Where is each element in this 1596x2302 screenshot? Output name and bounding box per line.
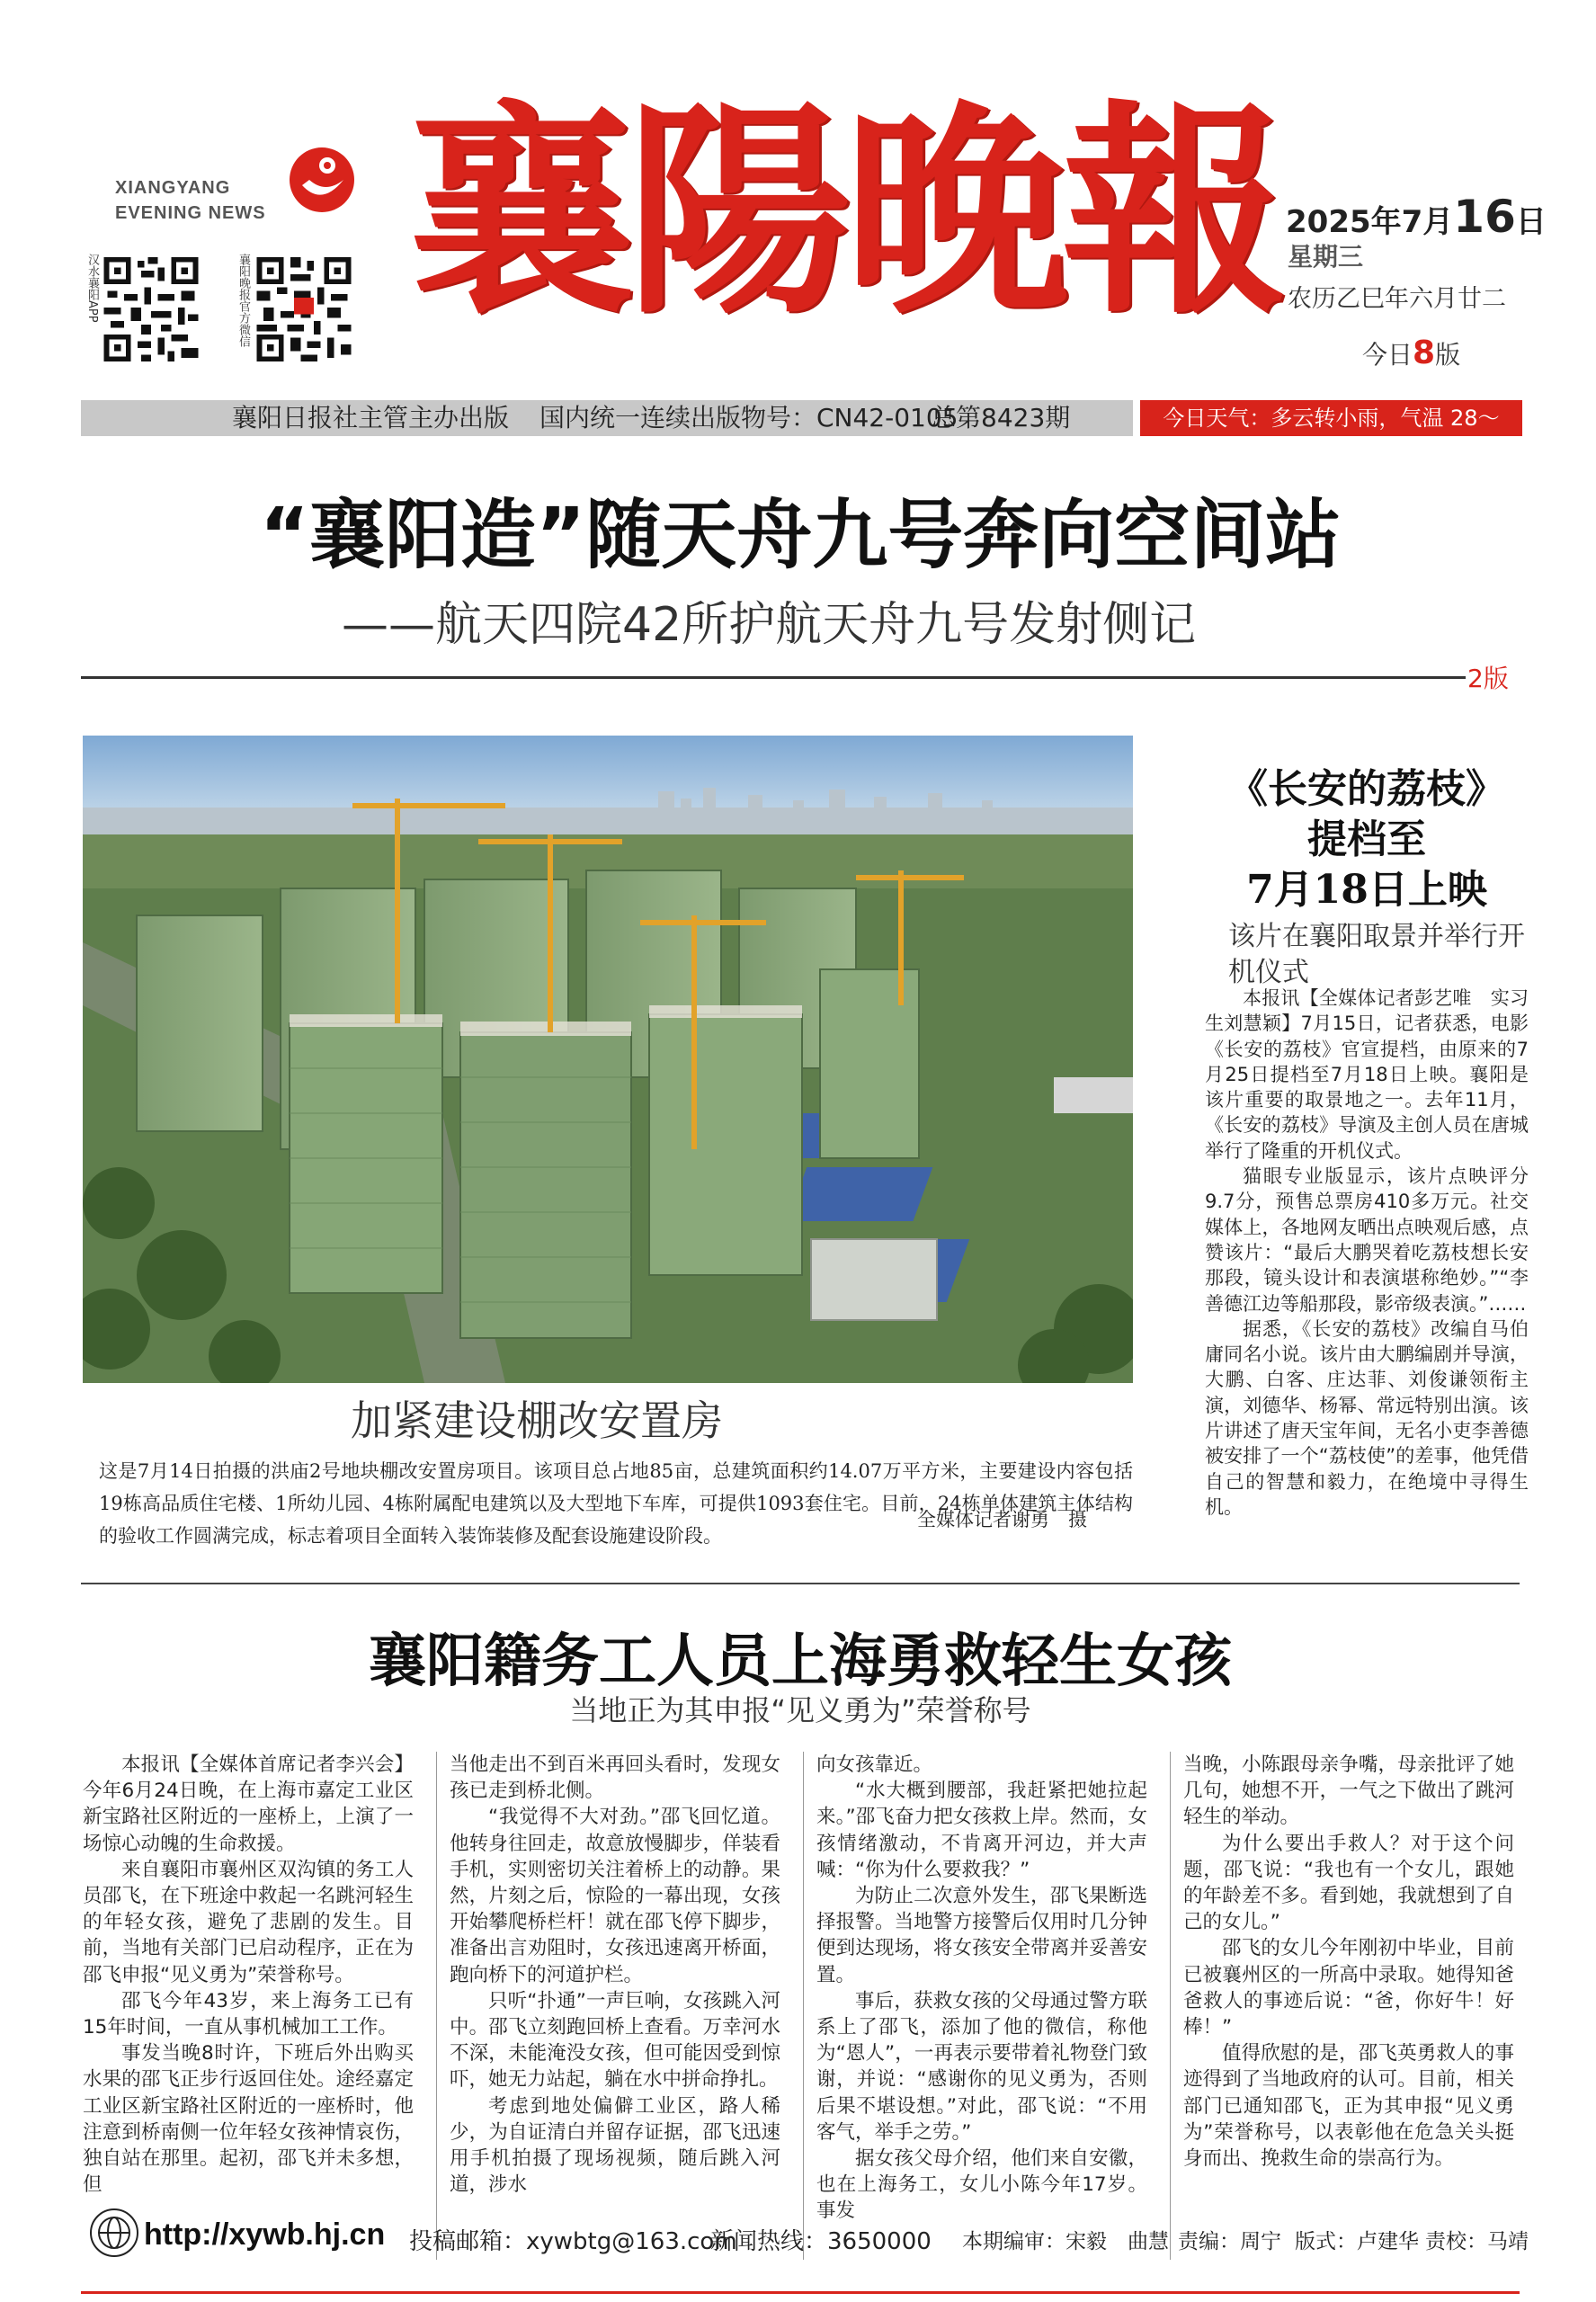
- logo-en-line1: XIANGYANG: [115, 178, 231, 198]
- website-link[interactable]: http://xywb.hj.cn: [144, 2217, 386, 2252]
- lead-subhead: ——航天四院42所护航天舟九号发射侧记: [342, 598, 1197, 652]
- paragraph: 本报讯【全媒体首席记者李兴会】今年6月24日晚，在上海市嘉定工业区新宝路社区附近的一座桥上，上演了一场惊心动魄的生命救援。: [83, 1753, 414, 1855]
- column-divider: [436, 1752, 437, 2260]
- side-title-line3: 7月18日上映: [1246, 867, 1487, 913]
- paragraph: 事后，获救女孩的父母通过警方联系上了邵飞，添加了他的微信，称他为“恩人”，一再表示要带着礼物登门致谢，并说：“感谢你的见义勇为，否则后果不堪设想。”对此，邵飞说：“不用客气，举手之劳。”: [816, 1989, 1147, 2144]
- qr2-label: 襄阳晚报官方微信: [236, 254, 250, 347]
- date-day: 16: [1453, 191, 1516, 243]
- paragraph: 邵飞今年43岁，来上海务工已有15年时间，一直从事机械加工工作。: [83, 1989, 414, 2039]
- paragraph: 据悉，《长安的荔枝》改编自马伯庸同名小说。该片由大鹏编剧并导演，大鹏、白客、庄达菲、刘俊谦领衔主演，刘德华、杨幂、常远特别出演。该片讲述了唐天宝年间，无名小吏李善德被安排了一个“荔枝使”的差事，他凭借自己的智慧和毅力，在绝境中寻得生机。: [1205, 1317, 1529, 1518]
- paragraph: 考虑到地处偏僻工业区，路人稀少，为自证清白并留存证据，邵飞迅速用手机拍摄了现场视频，随后跳入河道，涉水: [450, 2094, 780, 2197]
- paragraph: 向女孩靠近。: [816, 1753, 933, 1776]
- lead-headline[interactable]: “襄阳造”随天舟九号奔向空间站: [259, 491, 1342, 579]
- photo-credit: 全媒体记者谢勇 摄: [917, 1509, 1087, 1530]
- side-article-title[interactable]: [1187, 764, 1547, 915]
- pages-suffix: 版: [1435, 340, 1461, 370]
- side-article-body: [1205, 986, 1529, 1520]
- publication-info-bar: [81, 400, 1133, 436]
- paragraph: “水大概到腰部，我赶紧把她拉起来。”邵飞奋力把女孩救上岸。然而，女孩情绪激动，不肯离开河边，并大声喊：“你为什么要救我？”: [816, 1780, 1147, 1881]
- article-column-4: [1183, 1752, 1514, 2172]
- issue-date: [1286, 191, 1547, 243]
- article-column-3: [816, 1752, 1147, 2225]
- second-headline[interactable]: 襄阳籍务工人员上海勇救轻生女孩: [369, 1628, 1232, 1695]
- second-subhead: 当地正为其申报“见义勇为”荣誉称号: [569, 1693, 1031, 1727]
- paragraph: 事发当晚8时许，下班后外出购买水果的邵飞正步行返回住处。途经嘉定工业区新宝路社区附近的一座桥时，他注意到桥南侧一位年轻女孩神情哀伤，独自站在那里。起初，邵飞并未多想，但: [83, 2042, 414, 2197]
- paragraph: 为什么要出手救人？对于这个问题，邵飞说：“我也有一个女儿，跟她的年龄差不多。看到她，我就想到了自己的女儿。”: [1183, 1832, 1514, 1934]
- weather-banner: 今日天气：多云转小雨，气温 28～39℃: [1140, 400, 1522, 436]
- side-title-line1: 《长安的荔枝》: [1228, 766, 1505, 812]
- qr-code-icon: [254, 254, 354, 365]
- globe-icon: [90, 2208, 138, 2257]
- side-title-line2: 提档至: [1307, 816, 1426, 862]
- photo-caption-body: 这是7月14日拍摄的洪庙2号地块棚改安置房项目。该项目总占地85亩，总建筑面积约14.07万平方米，主要建设内容包括19栋高品质住宅楼、1所幼儿园、4栋附属配电建筑以及大型地下车库，可提供1093套住宅。目前，24栋单体建筑主体结构的验收工作圆满完成，标志着项目全面转入装饰装修及配套设施建设阶段。: [99, 1460, 1133, 1547]
- paragraph: “我觉得不大对劲。”邵飞回忆道。他转身往回走，故意放慢脚步，佯装看手机，实则密切关注着桥上的动静。果然，片刻之后，惊险的一幕出现，女孩开始攀爬桥栏杆！就在邵飞停下脚步，准备出言劝阻时，女孩迅速离开桥面，跑向桥下的河道护栏。: [450, 1806, 780, 1986]
- paragraph: 据女孩父母介绍，他们来自安徽，也在上海务工，女儿小陈今年17岁。事发: [816, 2147, 1147, 2223]
- footer-rule: [81, 2291, 1520, 2294]
- paragraph: 当他走出不到百米再回头看时，发现女孩已走到桥北侧。: [450, 1753, 780, 1803]
- column-divider: [803, 1752, 804, 2260]
- date-day-suffix: 日: [1515, 204, 1547, 240]
- logo-en-line2: EVENING NEWS: [115, 203, 266, 223]
- page-reference[interactable]: 2版: [1467, 664, 1509, 693]
- article-column-2: [450, 1752, 780, 2198]
- cn-number: 国内统一连续出版物号：CN42-0105: [539, 403, 958, 433]
- column-divider: [1170, 1752, 1171, 2260]
- layout-editor: 版式：卢建华: [1295, 2230, 1419, 2253]
- weekday: 星期三: [1288, 242, 1364, 272]
- side-article-subtitle: 该片在襄阳取景并举行开机仪式: [1228, 921, 1525, 988]
- paragraph: 来自襄阳市襄州区双沟镇的务工人员邵飞，在下班途中救起一名跳河轻生的年轻女孩，避免了悲剧的发生。目前，当地有关部门已启动程序，正在为邵飞申报“见义勇为”荣誉称号。: [83, 1858, 414, 1986]
- photo-caption-title: 加紧建设棚改安置房: [351, 1396, 723, 1445]
- paragraph: 邵飞的女儿今年刚初中毕业，目前已被襄州区的一所高中录取。她得知爸爸救人的事迹后说：“爸，你好牛！好棒！”: [1183, 1937, 1514, 2039]
- divider: [81, 1583, 1520, 1584]
- paragraph: 猫眼专业版显示，该片点映评分9.7分，预售总票房410多万元。社交媒体上，各地网友晒出点映观后感，点赞该片：“最后大鹏哭着吃荔枝想长安那段，镜头设计和表演堪称绝妙。”“李善德江边等船那段，影帝级表演。”……: [1205, 1165, 1529, 1315]
- submission-email[interactable]: 投稿邮箱：xywbtg@163.com: [409, 2228, 737, 2255]
- logo-english-name: [115, 175, 304, 226]
- qr1-label: 汉水襄阳APP: [85, 254, 99, 323]
- newspaper-logo-icon: [286, 144, 358, 216]
- paragraph: 本报讯【全媒体记者彭艺唯 实习生刘慧颖】7月15日，记者获悉，电影《长安的荔枝》官宣提档，由原来的7月25日提档至7月18日上映。襄阳是该片重要的取景地之一。去年11月，《长安的荔枝》导演及主创人员在唐城举行了隆重的开机仪式。: [1205, 987, 1529, 1162]
- publisher-text: 襄阳日报社主管主办出版: [232, 403, 510, 433]
- date-year-month: 2025年7月: [1286, 204, 1454, 240]
- page-count: [1362, 335, 1460, 371]
- divider: [81, 676, 1466, 679]
- editors: 本期编审：宋毅 曲慧: [962, 2230, 1169, 2253]
- pages-number: 8: [1413, 335, 1436, 371]
- article-column-1: [83, 1752, 414, 2198]
- construction-site-photo: [83, 736, 1133, 1383]
- newspaper-title: 襄陽晚報: [409, 79, 1279, 344]
- issue-total: 总第8423期: [931, 403, 1071, 433]
- pages-prefix: 今日: [1362, 340, 1413, 370]
- lunar-date: 农历乙巳年六月廿二: [1288, 285, 1506, 313]
- news-hotline: 新闻热线：3650000: [710, 2228, 932, 2255]
- duty-editor: 责编：周宁: [1178, 2230, 1281, 2253]
- proofreader: 责校：马靖: [1425, 2230, 1529, 2253]
- paragraph: 只听“扑通”一声巨响，女孩跳入河中。邵飞立刻跑回桥上查看。万幸河水不深，未能淹没女孩，但可能因受到惊吓，她无力站起，躺在水中拼命挣扎。: [450, 1989, 780, 2092]
- qr-code-icon: [101, 254, 201, 365]
- paragraph: 当晚，小陈跟母亲争嘴，母亲批评了她几句，她想不开，一气之下做出了跳河轻生的举动。: [1183, 1753, 1514, 1829]
- paragraph: 为防止二次意外发生，邵飞果断选择报警。当地警方接警后仅用时几分钟便到达现场，将女孩安全带离并妥善安置。: [816, 1885, 1147, 1986]
- paragraph: 值得欣慰的是，邵飞英勇救人的事迹得到了当地政府的认可。目前，相关部门已通知邵飞，正为其申报“见义勇为”荣誉称号，以表彰他在危急关头挺身而出、挽救生命的崇高行为。: [1183, 2042, 1514, 2171]
